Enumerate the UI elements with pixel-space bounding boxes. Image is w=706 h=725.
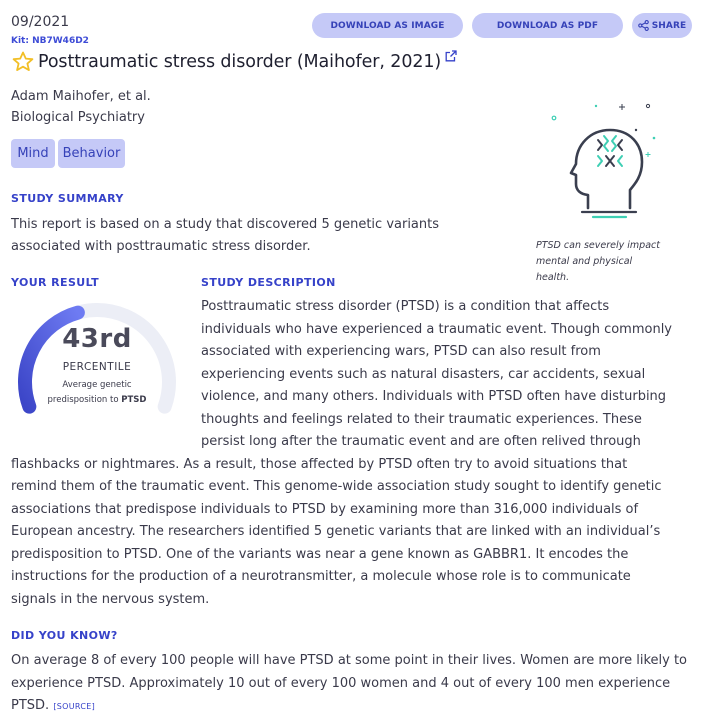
kit-id: Kit: NB7W46D2 [11,36,89,46]
page-title: Posttraumatic stress disorder (Maihofer, 2021) [38,52,442,72]
result-subtitle-prefix: predisposition to [47,395,122,405]
head-stress-icon [538,100,658,225]
share-icon [638,20,649,31]
study-summary-heading: STUDY SUMMARY [11,192,124,205]
star-icon[interactable] [11,50,35,74]
study-journal: Biological Psychiatry [11,110,145,125]
description-line: violence, and many others. Individuals with PTSD often have disturbing [201,389,667,404]
description-line: associations that predispose individuals to PTSD by examining more than 316,000 individuals of [11,501,639,517]
description-line: signals in the nervous system. [11,591,210,607]
description-line: individuals who have experienced a traumatic event. Though commonly [201,321,672,337]
description-line: predisposition to PTSD. One of the variants was near a gene known as GABBR1. It encodes the [11,546,629,562]
did-you-know-line: On average 8 of every 100 people will have PTSD at some point in their lives. Women are more likely to [11,653,688,668]
study-summary-text [11,214,501,258]
download-image-button[interactable]: DOWNLOAD AS IMAGE [312,13,463,38]
download-pdf-button[interactable]: DOWNLOAD AS PDF [472,13,623,38]
tag-mind[interactable]: Mind [11,139,55,168]
description-line: instructions for the production of a neurotransmitter, a molecule whose role is to communicate [11,569,631,584]
did-you-know-last-line [11,698,701,713]
illustration-caption [536,238,686,286]
caption-line: mental and physical [536,256,633,267]
external-link-icon[interactable] [445,50,457,62]
description-line: experiencing events such as natural disasters, car accidents, sexual [201,366,646,382]
description-line: Posttraumatic stress disorder (PTSD) is a condition that affects [201,299,610,314]
your-result-heading: YOUR RESULT [11,276,100,289]
caption-line: PTSD can severely impact [536,240,660,251]
study-description-heading: STUDY DESCRIPTION [201,276,336,289]
description-line: remind them of the traumatic event. This genome-wide association study sought to identify genetic [11,479,662,494]
summary-line: This report is based on a study that discovered 5 genetic variants [11,217,440,232]
result-trait-name: PTSD [121,395,147,405]
did-you-know-line: experience PTSD. Approximately 10 out of every 100 women and 4 out of every 100 men experience [11,675,671,691]
description-line: associated with experiencing wars, PTSD can also result from [201,344,601,359]
result-subtitle-trait [11,395,183,405]
caption-line: health. [536,272,570,283]
description-line: European ancestry. The researchers identified 5 genetic variants that are linked with an individual’s [11,524,661,539]
study-author: Adam Maihofer, et al. [11,89,151,104]
did-you-know-heading: DID YOU KNOW? [11,629,118,642]
percentile-value: 43rd [62,324,132,354]
description-line: persist long after the traumatic event and are often relived through [201,434,641,449]
did-you-know-line: PTSD. [11,698,50,713]
share-label: SHARE [651,20,687,31]
description-line: flashbacks or nightmares. As a result, those affected by PTSD often try to avoid situations that [11,456,628,472]
tag-behavior[interactable]: Behavior [58,139,125,168]
result-subtitle: Average genetic [62,380,132,390]
summary-line: associated with posttraumatic stress disorder. [11,239,311,254]
title-row [11,50,457,74]
percentile-label: PERCENTILE [62,361,132,373]
share-button[interactable] [632,13,692,38]
report-date: 09/2021 [11,14,70,30]
source-link[interactable]: [SOURCE] [53,702,96,711]
description-line: thoughts and feelings related to their traumatic experiences. These [201,411,642,427]
